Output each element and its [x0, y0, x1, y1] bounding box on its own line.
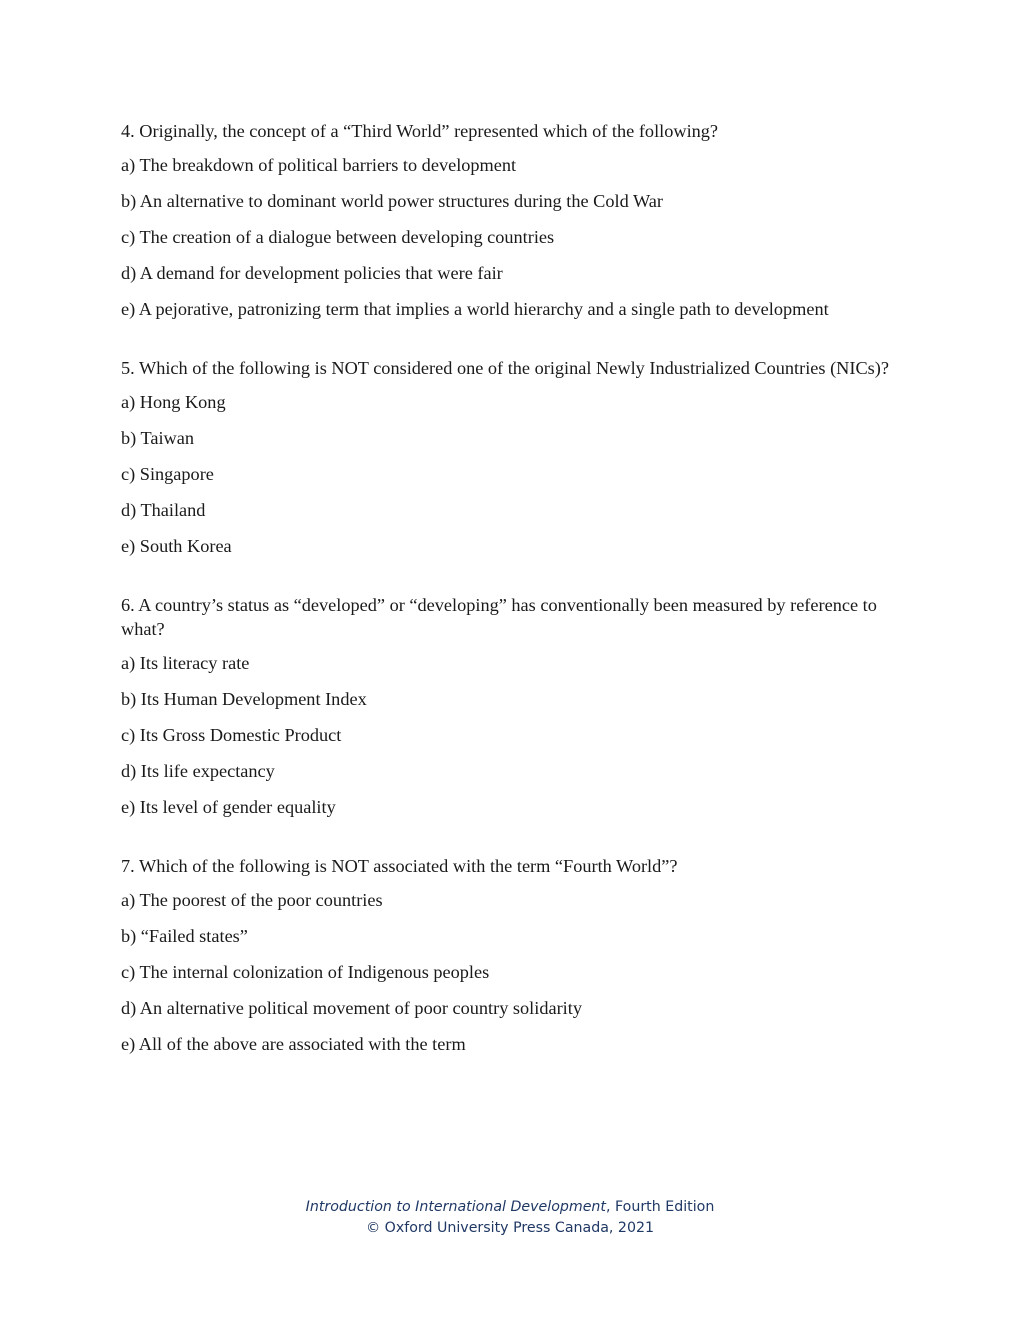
question-stem: 6. A country’s status as “developed” or “developing” has conventionally been measured by reference to what? — [121, 595, 877, 639]
answer-option-b: b) Its Human Development Index — [121, 689, 367, 709]
question-5 — [121, 356, 911, 558]
answer-option-e: e) All of the above are associated with the term — [121, 1034, 466, 1054]
answer-option-a: a) Its literacy rate — [121, 653, 250, 673]
answer-option-c: c) The internal colonization of Indigenous peoples — [121, 962, 490, 982]
page-footer — [0, 1197, 1020, 1239]
question-6 — [121, 593, 911, 819]
footer-copyright: © Oxford University Press Canada, 2021 — [365, 1220, 655, 1236]
answer-option-c: c) The creation of a dialogue between developing countries — [121, 227, 555, 247]
answer-option-d: d) A demand for development policies that were fair — [121, 263, 503, 283]
footer-book-line — [0, 1197, 1020, 1218]
answer-option-b: b) Taiwan — [121, 428, 195, 448]
answer-option-b: b) An alternative to dominant world power structures during the Cold War — [121, 191, 663, 211]
answer-option-d: d) Its life expectancy — [121, 761, 275, 781]
book-edition: , Fourth Edition — [605, 1199, 715, 1215]
answer-option-e: e) Its level of gender equality — [121, 797, 336, 817]
question-stem: 5. Which of the following is NOT considered one of the original Newly Industrialized Countries (NICs)? — [121, 358, 889, 378]
answer-option-b: b) “Failed states” — [121, 926, 248, 946]
answer-option-c: c) Its Gross Domestic Product — [121, 725, 342, 745]
question-list — [121, 119, 911, 1091]
answer-option-e: e) A pejorative, patronizing term that implies a world hierarchy and a single path to development — [121, 299, 829, 319]
answer-option-d: d) An alternative political movement of poor country solidarity — [121, 998, 582, 1018]
answer-option-c: c) Singapore — [121, 464, 214, 484]
question-4 — [121, 119, 911, 321]
answer-option-a: a) The poorest of the poor countries — [121, 890, 383, 910]
question-stem: 4. Originally, the concept of a “Third World” represented which of the following? — [121, 121, 719, 141]
question-stem: 7. Which of the following is NOT associated with the term “Fourth World”? — [121, 856, 678, 876]
answer-option-a: a) The breakdown of political barriers to development — [121, 155, 517, 175]
question-7 — [121, 854, 911, 1056]
book-title: Introduction to International Development — [305, 1199, 606, 1215]
answer-option-d: d) Thailand — [121, 500, 206, 520]
answer-option-e: e) South Korea — [121, 536, 232, 556]
answer-option-a: a) Hong Kong — [121, 392, 226, 412]
